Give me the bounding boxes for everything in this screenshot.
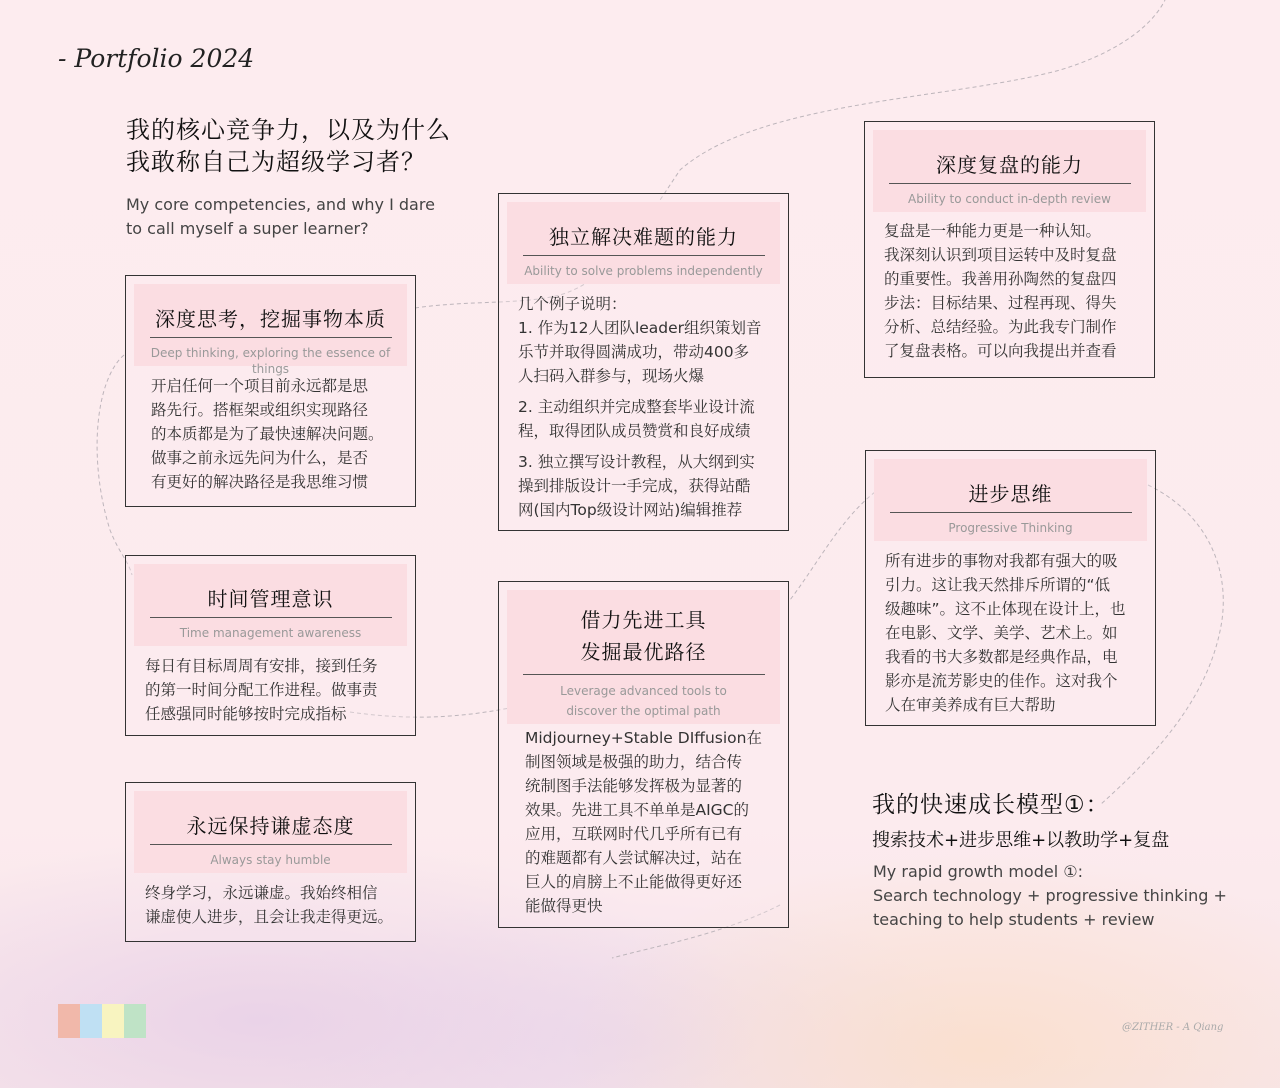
growth-model-title: 我的快速成长模型①： [872,792,1110,818]
card-body [884,219,1152,363]
card-divider [889,183,1131,184]
body-line: 谦虚使人进步，且会让我走得更远。 [145,908,394,926]
body-line: 巨人的肩膀上不止能做得更好还 [525,873,743,891]
body-line: 能做得更快 [525,897,603,915]
body-line: 所有进步的事物对我都有强大的吸 [885,552,1118,570]
card-divider [890,512,1132,513]
body-line: 3. 独立撰写设计教程，从大纲到实 [518,453,755,471]
body-line: 了复盘表格。可以向我提出并查看 [884,342,1117,360]
intro-title-line: 我敢称自己为超级学习者？ [126,148,426,176]
growth-model-english-line: My rapid growth model ①: [873,862,1083,881]
body-line: 任感强同时能够按时完成指标 [145,705,347,723]
card-body [518,292,786,522]
body-line: 终身学习，永远谦虚。我始终相信 [145,884,378,902]
card-divider [150,617,392,618]
growth-model-english-line: teaching to help students + review [873,910,1155,929]
body-line: 做事之前永远先问为什么，是否 [151,449,369,467]
card-subtitle: Deep thinking, exploring the essence of things [150,346,391,376]
body-line: 复盘是一种能力更是一种认知。 [884,222,1102,240]
card-humble [125,782,416,942]
card-progressive-thinking [865,450,1156,726]
body-line: 我深刻认识到项目运转中及时复盘 [884,246,1117,264]
body-line: 路先行。搭框架或组织实现路径 [151,401,369,419]
intro-subtitle-line: to call myself a super learner? [126,219,369,238]
body-line: 的本质都是为了最快速解决问题。 [151,425,384,443]
intro-title [126,114,451,178]
body-line: 级趣味”。这不止体现在设计上，也 [885,600,1126,618]
card-body [151,374,413,494]
body-line: 效果。先进工具不单单是AIGC的 [525,801,750,819]
body-intro: 几个例子说明： [518,295,627,313]
body-line: 的难题都有人尝试解决过，站在 [525,849,743,867]
body-line: 引力。这让我天然排斥所谓的“低 [885,576,1111,594]
growth-model-english [873,860,1233,932]
card-title: 时间管理意识 [207,587,334,611]
body-line: 每日有目标周周有安排，接到任务 [145,657,378,675]
card-header [507,590,780,724]
body-line: Midjourney+Stable DIffusion在 [525,729,762,747]
list-item [518,316,786,388]
color-swatch [58,1004,80,1038]
card-body [525,726,787,918]
card-problem-solving [498,193,789,531]
body-line: 有更好的解决路径是我思维习惯 [151,473,369,491]
body-line: 人扫码入群参与，现场火爆 [518,367,705,385]
intro-subtitle-line: My core competencies, and why I dare [126,195,435,214]
card-subtitle-line: discover the optimal path [566,704,721,718]
list-item [518,450,786,522]
card-subtitle: Time management awareness [179,626,362,640]
card-title: 独立解决难题的能力 [549,225,738,249]
body-line: 在电影、文学、美学、艺术上。如 [885,624,1118,642]
growth-model-english-line: Search technology + progressive thinking + [873,886,1227,905]
card-title: 永远保持谦虚态度 [186,814,355,838]
card-title: 进步思维 [968,482,1053,506]
card-divider [150,844,392,845]
card-divider [150,337,392,338]
body-line: 乐节并取得圆满成功，带动400多 [518,343,750,361]
body-line: 程，取得团队成员赞赏和良好成绩 [518,422,751,440]
card-body [145,654,413,726]
body-line: 人在审美养成有巨大帮助 [885,696,1056,714]
card-header [873,130,1146,212]
card-title-line: 借力先进工具 [580,608,707,632]
card-time-management [125,555,416,736]
intro-title-line: 我的核心竞争力，以及为什么 [126,116,451,144]
card-header [134,284,407,376]
card-header [134,791,407,873]
color-swatch [102,1004,124,1038]
card-subtitle: Ability to conduct in-depth review [908,192,1111,206]
card-body [145,881,413,929]
card-subtitle [507,681,780,721]
body-line: 制图领域是极强的助力，结合传 [525,753,743,771]
card-in-depth-review [864,121,1155,378]
card-subtitle: Progressive Thinking [948,521,1073,535]
color-swatches [58,1004,146,1038]
card-subtitle: Always stay humble [210,853,331,867]
card-title-line: 发掘最优路径 [580,640,707,664]
card-header [874,459,1147,541]
card-deep-thinking [125,275,416,507]
body-line: 应用，互联网时代几乎所有已有 [525,825,743,843]
card-header [134,564,407,646]
body-line: 的第一时间分配工作进程。做事责 [145,681,378,699]
body-line: 统制图手法能够发挥极为显著的 [525,777,743,795]
card-body [885,549,1153,717]
body-line: 影亦是流芳影史的佳作。这对我个 [885,672,1118,690]
body-line: 操到排版设计一手完成，获得站酷 [518,477,751,495]
card-subtitle: Ability to solve problems independently [524,264,763,278]
color-swatch [124,1004,146,1038]
body-line: 步法：目标结果、过程再现、得失 [884,294,1117,312]
card-subtitle-line: Leverage advanced tools to [560,684,727,698]
body-line: 2. 主动组织并完成整套毕业设计流 [518,398,755,416]
card-divider [523,674,765,675]
list-item [518,395,786,443]
card-title: 深度思考，挖掘事物本质 [155,307,386,331]
body-line: 1. 作为12人团队leader组织策划音 [518,319,762,337]
portfolio-label: - Portfolio 2024 [58,44,255,73]
intro-subtitle [126,193,435,241]
card-title [507,590,780,668]
body-line: 分析、总结经验。为此我专门制作 [884,318,1117,336]
card-divider [523,255,765,256]
card-header [507,202,780,284]
body-line: 的重要性。我善用孙陶然的复盘四 [884,270,1117,288]
body-line: 开启任何一个项目前永远都是思 [151,377,369,395]
card-title: 深度复盘的能力 [936,153,1083,177]
signature: @ZITHER - A Qiang [1122,1022,1224,1033]
body-line: 网(国内Top级设计网站)编辑推荐 [518,501,743,519]
body-line: 我看的书大多数都是经典作品，电 [885,648,1118,666]
color-swatch [80,1004,102,1038]
card-advanced-tools [498,581,789,928]
growth-model-formula: 搜索技术+进步思维+以教助学+复盘 [872,830,1170,851]
